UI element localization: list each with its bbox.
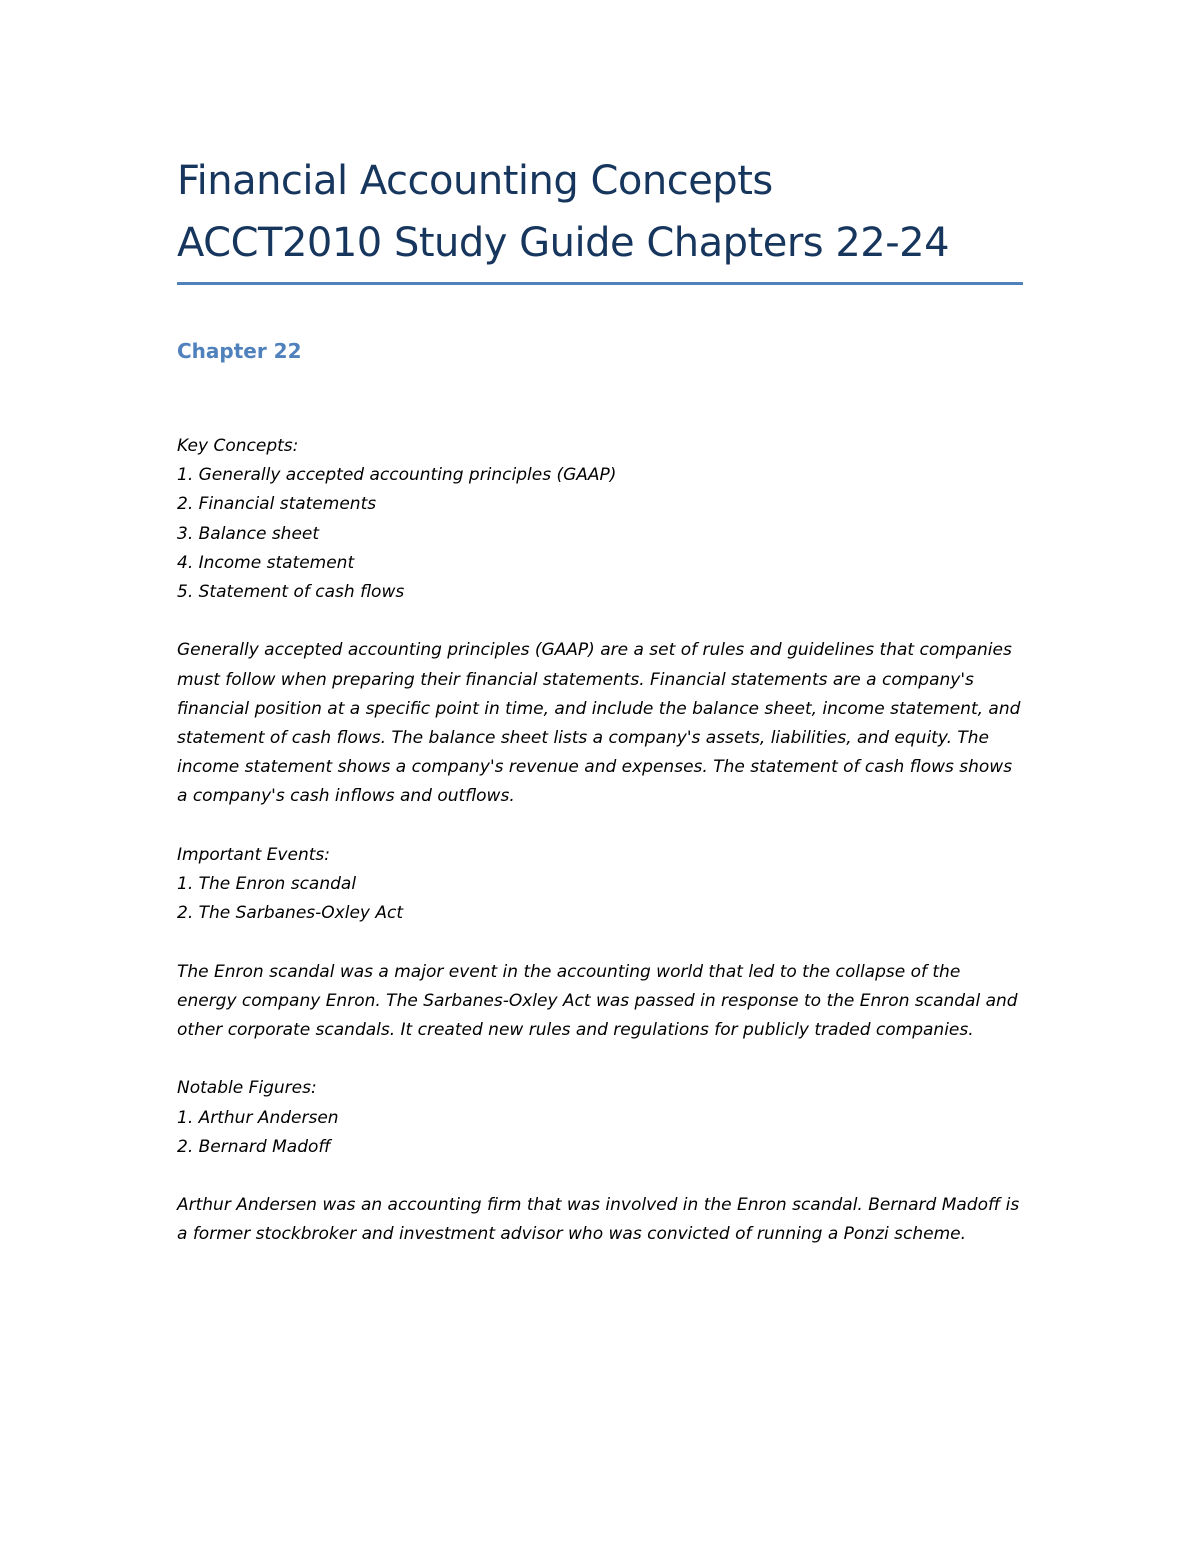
notable-figures-paragraph: Arthur Andersen was an accounting firm that was involved in the Enron scandal. Bernard Madoff is a former stockbroker and investment advisor who was convicted of running a Ponzi scheme.	[177, 1195, 1020, 1245]
notable-figures-section	[177, 1074, 1023, 1249]
important-events-heading: Important Events:	[177, 844, 330, 865]
title-line-2: ACCT2010 Study Guide Chapters 22-24	[177, 220, 950, 266]
chapter-heading: Chapter 22	[177, 339, 302, 363]
key-concepts-section	[177, 432, 1023, 841]
notable-figures-heading: Notable Figures:	[177, 1078, 317, 1099]
important-events-paragraph: The Enron scandal was a major event in the accounting world that led to the collapse of the energy company Enron. The Sarbanes-Oxley Act was passed in response to the Enron scandal and other corporate scandals. It created new rules and regulations for publicly traded companies.	[177, 961, 1018, 1041]
document-title	[177, 150, 1023, 274]
key-concepts-heading: Key Concepts:	[177, 436, 299, 456]
spacer	[177, 812, 1023, 841]
list-item: 1. The Enron scandal	[177, 874, 357, 895]
important-events-section	[177, 841, 1023, 1075]
list-item: 1. Generally accepted accounting principles (GAAP)	[177, 465, 617, 486]
spacer	[177, 1162, 1023, 1191]
list-item: 3. Balance sheet	[177, 523, 320, 544]
document-content	[177, 150, 1023, 1250]
title-underline	[177, 282, 1023, 285]
spacer	[177, 1045, 1023, 1074]
list-item: 5. Statement of cash flows	[177, 582, 405, 603]
list-item: 4. Income statement	[177, 552, 355, 573]
title-line-1: Financial Accounting Concepts	[177, 158, 773, 204]
list-item: 2. The Sarbanes-Oxley Act	[177, 903, 404, 924]
list-item: 2. Bernard Madoff	[177, 1136, 331, 1157]
spacer	[177, 607, 1023, 636]
list-item: 1. Arthur Andersen	[177, 1107, 339, 1128]
key-concepts-paragraph: Generally accepted accounting principles (GAAP) are a set of rules and guidelines that companies must follow when preparing their financial statements. Financial statements are a company's financial position at a specific point in time, and include the balance sheet, income statement, and statement of cash flows. The balance sheet lists a company's assets, liabilities, and equity. The income statement shows a company's revenue and expenses. The statement of cash flows shows a company's cash inflows and outflows.	[177, 640, 1021, 807]
spacer	[177, 928, 1023, 957]
list-item: 2. Financial statements	[177, 494, 377, 515]
